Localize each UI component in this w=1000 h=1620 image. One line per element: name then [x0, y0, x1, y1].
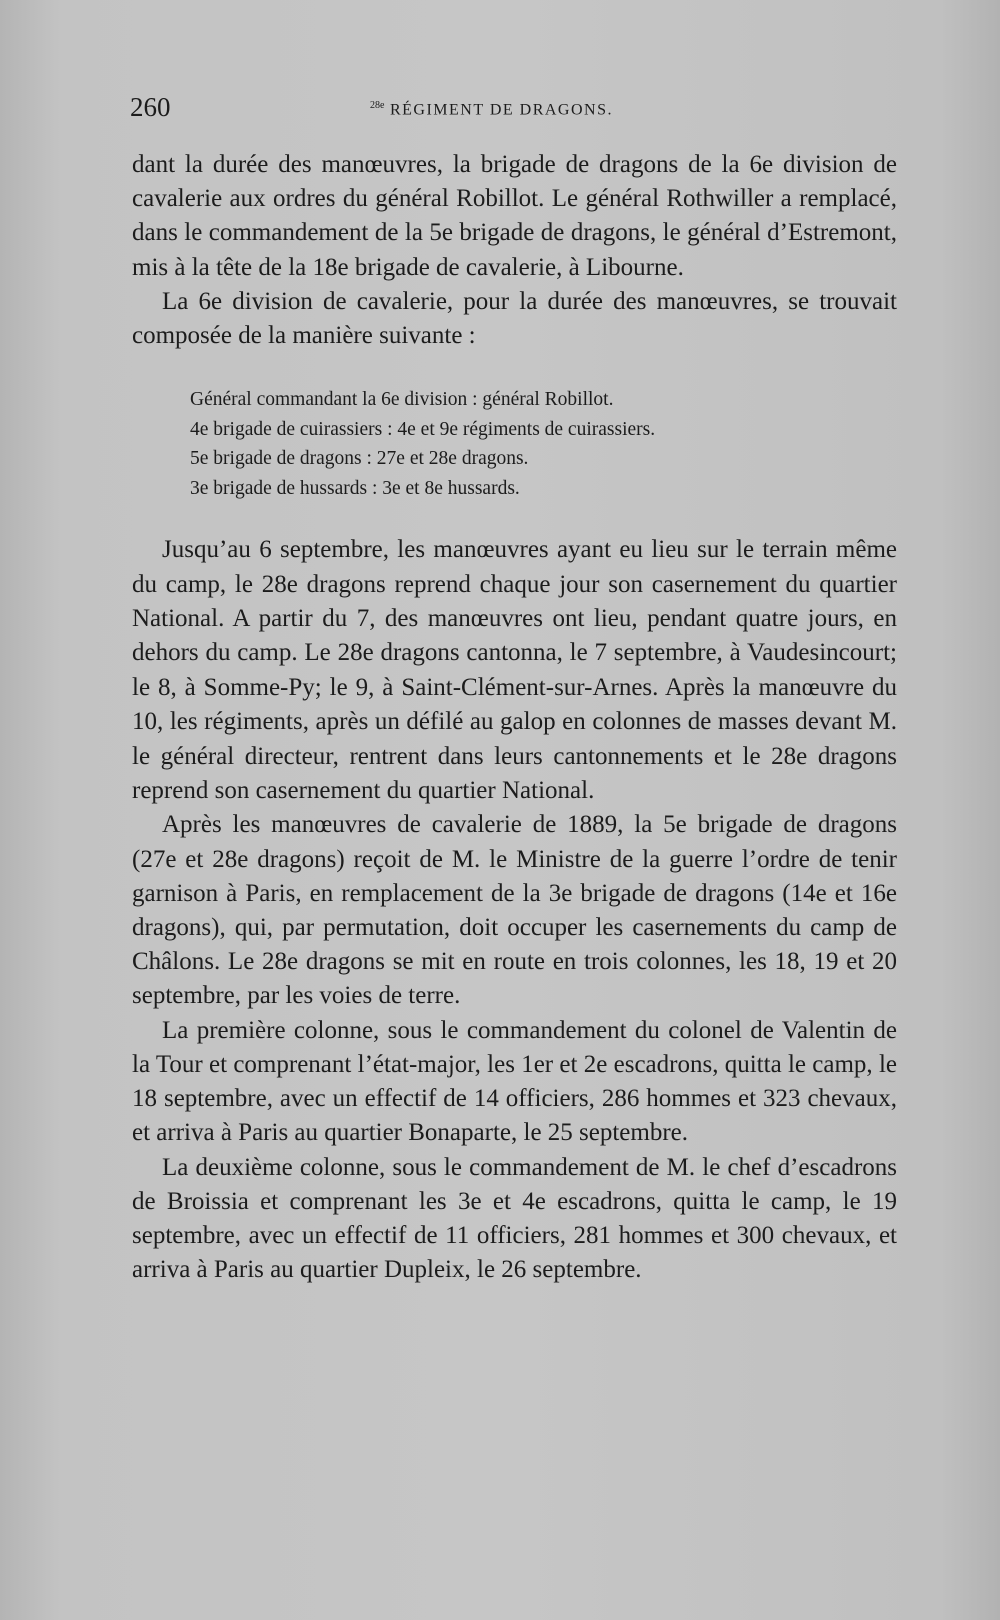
page-header	[130, 92, 900, 126]
paragraph-6: La deuxième colonne, sous le commandement de M. le chef d’escadrons de Broissia et comprenant les 3e et 4e escadrons, quitta le camp, le 19 septembre, avec un effectif de 11 officiers, 281 hommes et 300 chevaux, et arriva à Paris au quartier Dupleix, le 26 septembre.	[132, 1153, 897, 1284]
running-title-ordinal: 28e	[370, 100, 385, 111]
running-title-text: RÉGIMENT DE DRAGONS.	[384, 101, 613, 119]
running-title	[370, 100, 613, 119]
paragraph-3: Jusqu’au 6 septembre, les manœuvres ayant eu lieu sur le terrain même du camp, le 28e dragons reprend chaque jour son casernement du quartier National. A partir du 7, des manœuvres ont lieu, pendant quatre jours, en dehors du camp. Le 28e dragons cantonna, le 7 septembre, à Vaudesincourt; le 8, à Somme-Py; le 9, à Saint-Clément-sur-Arnes. Après la manœuvre du 10, les régiments, après un défilé au galop en colonnes de masses devant M. le général directeur, rentrent dans leurs cantonnements et le 28e dragons reprend son casernement du quartier National.	[132, 536, 897, 805]
paragraph-1: dant la durée des manœuvres, la brigade de dragons de la 6e division de cavalerie aux ordres du général Robillot. Le général Rothwiller a remplacé, dans le commandement de la 5e brigade de dragons, le général d’Estremont, mis à la tête de la 18e brigade de cavalerie, à Libourne.	[132, 151, 897, 281]
paragraph-4: Après les manœuvres de cavalerie de 1889, la 5e brigade de dragons (27e et 28e dragons) reçoit de M. le Ministre de la guerre l’ordre de tenir garnison à Paris, en remplacement de la 3e brigade de dragons (14e et 16e dragons), qui, par permutation, doit occuper les casernements du camp de Châlons. Le 28e dragons se mit en route en trois colonnes, les 18, 19 et 20 septembre, par les voies de terre.	[132, 811, 897, 1010]
division-composition-list	[190, 385, 897, 503]
page-body	[132, 148, 897, 1287]
list-item: 4e brigade de cuirassiers : 4e et 9e régiments de cuirassiers.	[190, 418, 656, 440]
list-item: 5e brigade de dragons : 27e et 28e dragons.	[190, 448, 529, 470]
paragraph-5: La première colonne, sous le commandement du colonel de Valentin de la Tour et comprenant l’état-major, les 1er et 2e escadrons, quitta le camp, le 18 septembre, avec un effectif de 14 officiers, 286 hommes et 323 chevaux, et arriva à Paris au quartier Bonaparte, le 25 septembre.	[132, 1016, 897, 1147]
paragraph-2: La 6e division de cavalerie, pour la durée des manœuvres, se trouvait composée de la manière suivante :	[132, 287, 897, 350]
list-item: 3e brigade de hussards : 3e et 8e hussards.	[190, 477, 520, 499]
list-item: Général commandant la 6e division : général Robillot.	[190, 389, 614, 411]
page-number: 260	[130, 92, 171, 122]
